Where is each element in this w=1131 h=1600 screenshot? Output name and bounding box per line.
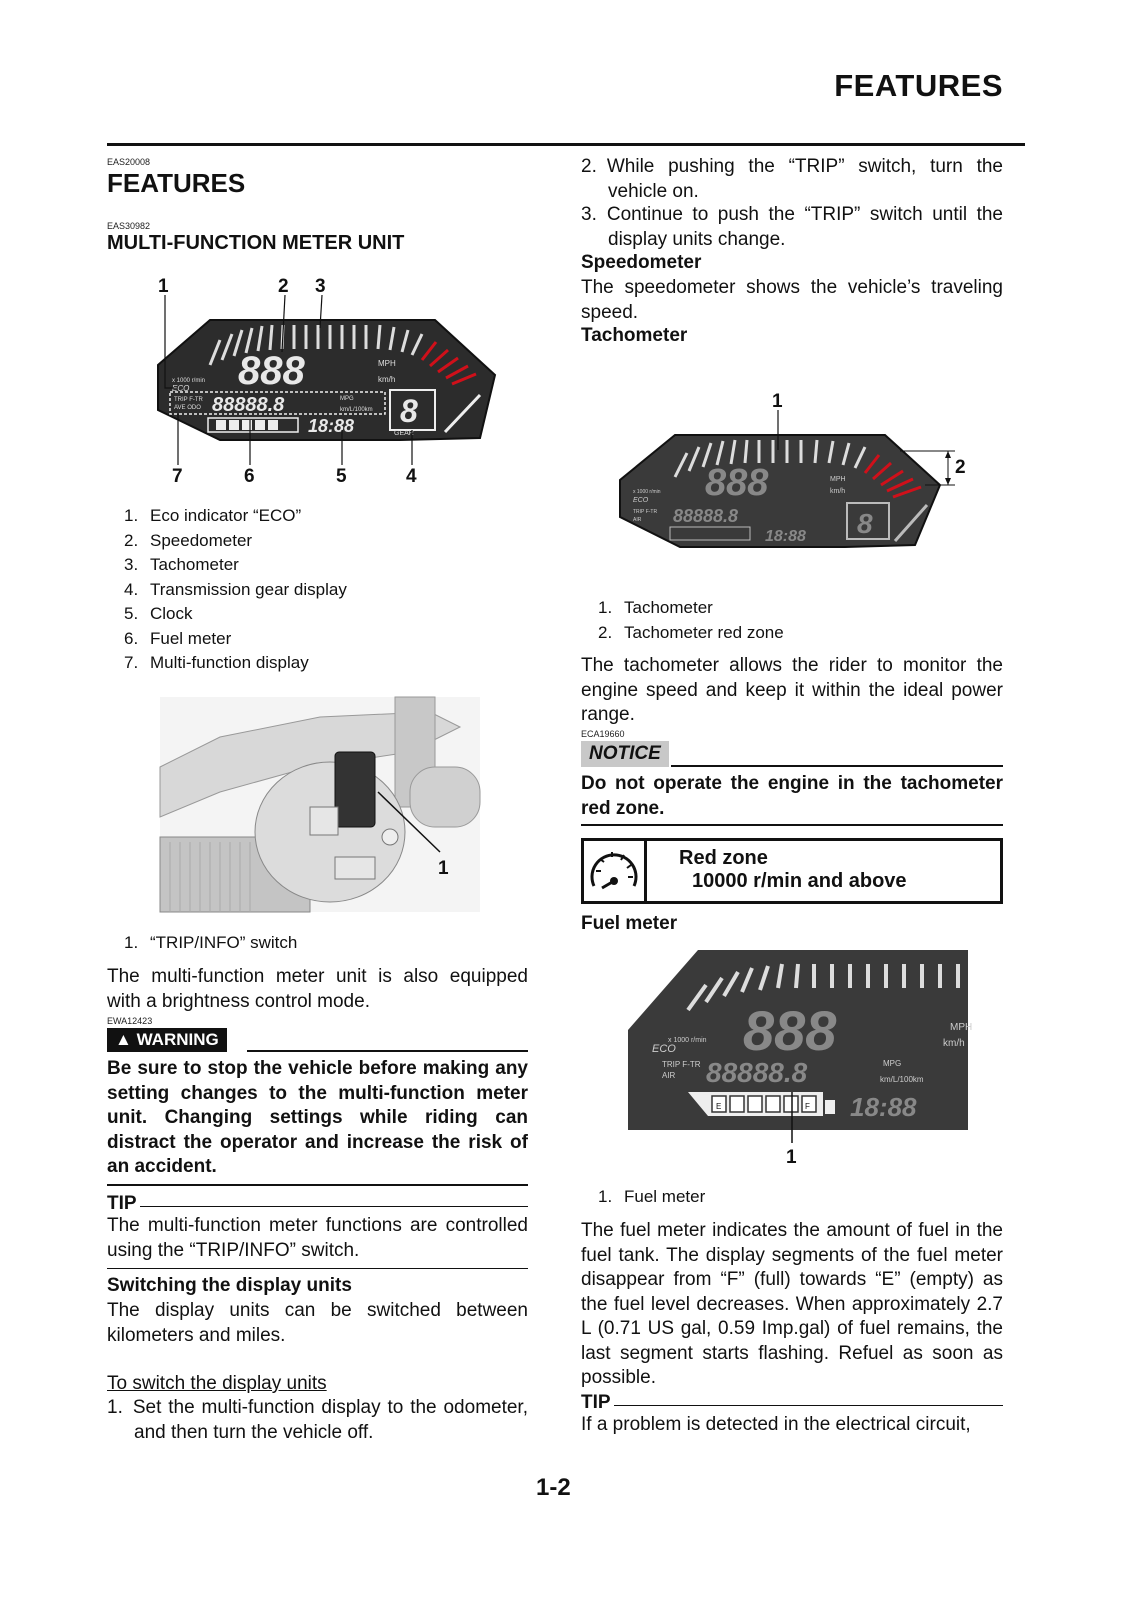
page-number: 1-2 — [536, 1474, 571, 1501]
page-header-title: FEATURES — [834, 68, 1003, 103]
paragraph: The fuel meter indicates the amount of fuel in the fuel tank. The display segments of the fuel meter disappear from “F” (full) towards “E” (empty) as the fuel level decreases. When approximately 2.7 L (0.71 US gal, 0.59 Imp.gal) of fuel remains, the last segment starts flashing. Refuel as soon as possible. — [581, 1220, 1003, 1388]
svg-text:AVE ODO: AVE ODO — [174, 405, 201, 411]
callout-1: 1 — [772, 391, 783, 412]
step-2: 2. While pushing the “TRIP” switch, turn the vehicle on. — [581, 156, 1003, 202]
paragraph: The multi-function meter unit is also equipped with a brightness control mode. — [107, 966, 528, 1012]
tip-label: TIP — [107, 1193, 137, 1214]
callout-2: 2 — [278, 276, 289, 297]
svg-text:ECO: ECO — [652, 1043, 676, 1055]
divider — [107, 1268, 528, 1269]
svg-text:km/h: km/h — [830, 488, 846, 495]
procedure-title: To switch the display units — [107, 1373, 327, 1394]
doc-code: ECA19660 — [581, 729, 625, 739]
svg-text:88888.8: 88888.8 — [706, 1057, 808, 1088]
callout-1: 1 — [786, 1147, 797, 1168]
divider — [581, 824, 1003, 826]
svg-text:x 1000 r/min: x 1000 r/min — [668, 1037, 707, 1044]
svg-text:MPG: MPG — [340, 396, 354, 402]
svg-text:ECO: ECO — [633, 497, 649, 504]
svg-text:8: 8 — [857, 508, 873, 539]
trip-info-switch-figure — [160, 697, 480, 912]
fuel-meter-figure — [628, 950, 973, 1175]
warning-rule — [247, 1050, 528, 1052]
subsection-heading: Tachometer — [581, 325, 688, 346]
callout-1: 1 — [158, 276, 169, 297]
tip-text: The multi-function meter functions are controlled using the “TRIP/INFO” switch. — [107, 1215, 528, 1261]
svg-text:TRIP F-TR: TRIP F-TR — [662, 1060, 701, 1069]
odometer-readout: 88888.8 — [212, 394, 285, 416]
fuel-meter-diagram — [628, 950, 973, 1175]
svg-text:888: 888 — [743, 999, 837, 1062]
callout-2: 2 — [955, 457, 966, 478]
legend-item: 4. Transmission gear display — [124, 579, 347, 599]
svg-text:AIR: AIR — [633, 517, 642, 523]
callout-5: 5 — [336, 466, 347, 487]
figure-legend: 1. Fuel meter — [598, 1187, 706, 1206]
notice-rule — [671, 765, 1003, 767]
svg-text:MPG: MPG — [883, 1059, 902, 1068]
tip-label: TIP — [581, 1392, 611, 1413]
tachometer-diagram — [615, 385, 975, 555]
header-rule — [107, 143, 1025, 146]
svg-text:MPH: MPH — [830, 476, 846, 483]
paragraph: The tachometer allows the rider to monitor the engine speed and keep it within the ideal power range. — [581, 655, 1003, 725]
svg-text:TRIP F-TR: TRIP F-TR — [174, 397, 203, 403]
svg-text:MPH: MPH — [378, 359, 396, 368]
subsection-heading: Fuel meter — [581, 913, 678, 934]
callout-1: 1 — [438, 858, 449, 879]
legend-item: 1. Eco indicator “ECO” — [124, 506, 302, 525]
subsection-heading: Speedometer — [581, 252, 702, 273]
callout-4: 4 — [406, 466, 417, 487]
tip-text: If a problem is detected in the electrical circuit, — [581, 1414, 971, 1435]
callout-3: 3 — [315, 276, 326, 297]
legend-item: 5. Clock — [124, 604, 193, 623]
divider — [107, 1184, 528, 1186]
gear-readout: 8 — [400, 393, 418, 429]
callout-7: 7 — [172, 466, 183, 487]
tachometer-gauge-icon — [584, 841, 647, 901]
red-zone-box — [581, 838, 1003, 904]
warning-triangle-icon: ▲ — [115, 1030, 132, 1049]
tip-rule — [614, 1405, 1003, 1406]
svg-text:km/L/100km: km/L/100km — [340, 407, 373, 413]
notice-badge: NOTICE — [581, 741, 669, 767]
subsection-heading: Switching the display units — [107, 1275, 352, 1296]
svg-text:18:88: 18:88 — [850, 1092, 917, 1122]
step-1: 1. Set the multi-function display to the odometer, and then turn the vehicle off. — [107, 1397, 528, 1443]
warning-badge: ▲ WARNING — [107, 1028, 227, 1052]
paragraph: The speedometer shows the vehicle’s traveling speed. — [581, 277, 1003, 323]
clock-readout: 18:88 — [308, 416, 355, 436]
meter-unit-diagram — [150, 270, 510, 490]
tachometer-figure — [615, 385, 975, 555]
paragraph: The display units can be switched between kilometers and miles. — [107, 1300, 528, 1346]
legend-item: 1. Tachometer — [598, 598, 713, 617]
svg-text:AIR: AIR — [662, 1071, 676, 1080]
notice-header — [581, 741, 1003, 769]
step-3: 3. Continue to push the “TRIP” switch until the display units change. — [581, 204, 1003, 250]
svg-text:GEAR: GEAR — [394, 430, 414, 437]
figure-legend: 1. “TRIP/INFO” switch — [124, 933, 298, 952]
svg-text:x 1000 r/min: x 1000 r/min — [172, 378, 206, 384]
eco-indicator: ECO — [172, 384, 190, 393]
tip-rule — [140, 1206, 528, 1207]
svg-text:x 1000 r/min: x 1000 r/min — [633, 489, 661, 495]
doc-code: EWA12423 — [107, 1016, 153, 1026]
notice-text: Do not operate the engine in the tachometer red zone. — [581, 773, 1003, 819]
red-zone-value: 10000 r/min and above — [692, 870, 907, 892]
svg-text:88888.8: 88888.8 — [673, 506, 739, 526]
handlebar-switch-image — [160, 697, 480, 912]
svg-text:18:88: 18:88 — [765, 528, 806, 545]
speed-readout: 888 — [238, 349, 305, 393]
legend-item: 2. Speedometer — [124, 530, 253, 550]
svg-text:km/L/100km: km/L/100km — [880, 1075, 924, 1084]
meter-unit-figure — [150, 270, 510, 490]
svg-text:F: F — [805, 1102, 810, 1111]
svg-text:TRIP F-TR: TRIP F-TR — [633, 509, 658, 515]
doc-code: EAS20008 — [107, 157, 151, 167]
legend-item: 3. Tachometer — [124, 555, 239, 574]
callout-6: 6 — [244, 466, 255, 487]
figure-legend — [598, 596, 784, 645]
svg-text:MPH: MPH — [950, 1022, 973, 1033]
doc-code: EAS30982 — [107, 221, 151, 231]
legend-item: 7. Multi-function display — [124, 653, 309, 672]
figure-legend — [124, 504, 347, 676]
warning-text: Be sure to stop the vehicle before making any setting changes to the multi-function meter unit. Changing settings while riding can distract the operator and increase the risk of an accident. — [107, 1058, 528, 1177]
legend-item: 2. Tachometer red zone — [598, 622, 784, 642]
svg-text:E: E — [716, 1102, 722, 1111]
svg-text:km/h: km/h — [378, 375, 396, 384]
legend-item: 6. Fuel meter — [124, 628, 232, 648]
svg-text:888: 888 — [705, 462, 769, 504]
red-zone-title: Red zone — [679, 847, 768, 869]
subsection-title: MULTI-FUNCTION METER UNIT — [107, 232, 405, 254]
section-title: FEATURES — [107, 168, 246, 198]
svg-text:km/h: km/h — [943, 1038, 965, 1049]
warning-header — [107, 1028, 528, 1054]
